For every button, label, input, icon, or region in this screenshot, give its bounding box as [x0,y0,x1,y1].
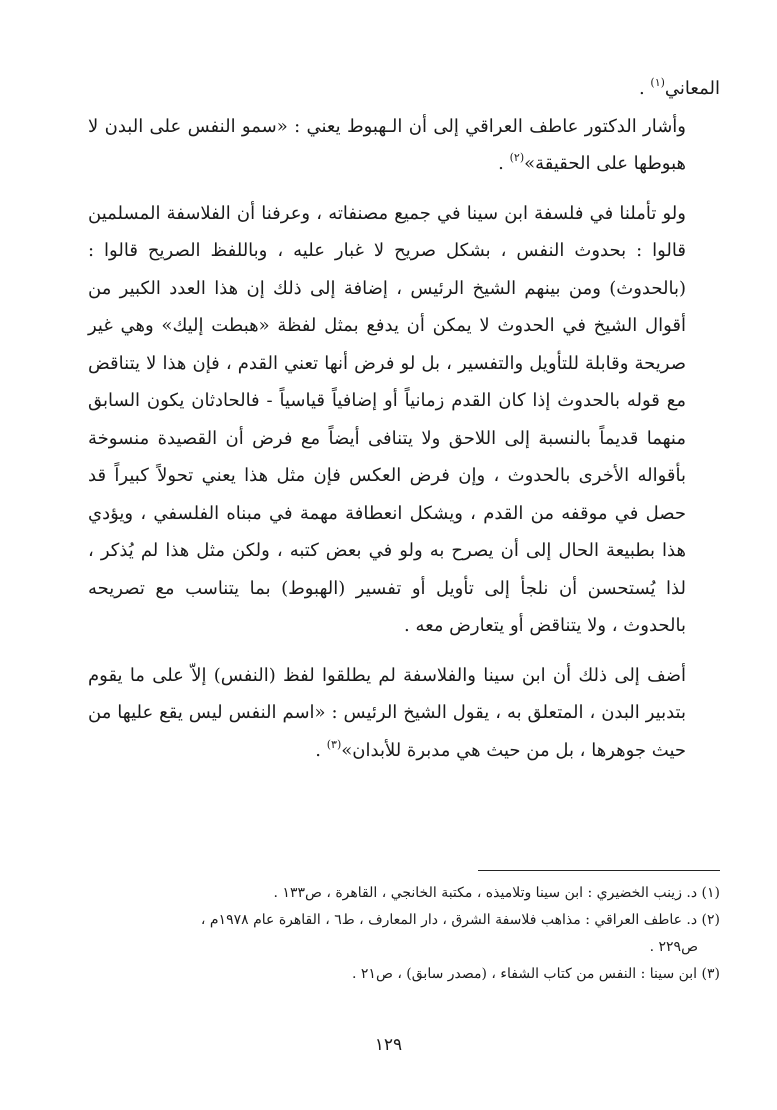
paragraph-text: المعاني [664,78,720,99]
paragraph-text: وأشار الدكتور عاطف العراقي إلى أن الـهبوط يعني : «سمو النفس على البدن لا هبوطها على الحقيقة» [88,115,686,174]
paragraph-continuation [88,70,720,108]
footnotes [88,880,720,988]
paragraph-text: ولو تأملنا في فلسفة ابن سينا في جميع مصنفاته ، وعرفنا أن الفلاسفة المسلمين قالوا : بحدوث النفس ، بشكل صريح لا غبار عليه ، وباللفظ الصريح قالوا : (بالحدوث) ومن بينهم الشيخ الرئيس ، إضافة إلى ذلك إن هذا العدد الكبير من أقوال الشيخ في الحدوث لا يمكن أن يدفع بمثل لفظة «هبطت إليك» وهي غير صريحة وقابلة للتأويل والتفسير ، بل لو فرض أنها تعني القدم ، فإن هذا لا يتناقض مع قوله بالحدوث إذا كان القدم زمانياً أو إضافياً قياسياً - فالحادثان يكون السابق منهما قديماً بالنسبة إلى اللاحق ولا يتنافى أيضاً مع فرض أن القصيدة منسوخة بأقواله الأخرى بالحدوث ، وإن فرض العكس فإن مثل هذا يعني تحولاً كبيراً قد حصل في موقفه من القدم ، ويشكل انعطافة مهمة في مبناه الفلسفي ، ويؤدي هذا بطبيعة الحال إلى أن يصرح به ولو في بعض كتبه ، ولكن مثل هذا لم يُذكر ، لذا يُستحسن أن نلجأ إلى تأويل أو تفسير (الهبوط) بما يتناسب مع تصريحه بالحدوث ، ولا يتناقض أو يتعارض معه . [88,202,686,636]
paragraph-tail: . [498,153,510,174]
main-text [88,70,720,769]
footnote-ref-2[interactable]: (٢) [509,151,525,164]
paragraph-text: أضف إلى ذلك أن ابن سينا والفلاسفة لم يطلقوا لفظ (النفس) إلاّ على ما يقوم بتدبير البدن ، المتعلق به ، يقول الشيخ الرئيس : «اسم النفس ليس يقع عليها من حيث جوهرها ، بل من حيث هي مدبرة للأبدان» [88,664,686,761]
paragraph-soul-definition [88,657,720,770]
page-number: ١٢٩ [374,1035,403,1055]
paragraph-ibn-sina-origination [88,195,720,645]
paragraph-iraqi-quote [88,108,720,183]
paragraph-tail: . [638,78,651,99]
footnote-2-continuation: ص٢٢٩ . [649,939,698,955]
footnote-1: (١) د. زينب الخضيري : ابن سينا وتلاميذه ، مكتبة الخانجي ، القاهرة ، ص١٣٣ . [273,885,720,901]
footnote-3: (٣) ابن سينا : النفس من كتاب الشفاء ، (مصدر سابق) ، ص٢١ . [351,966,720,982]
footnote-ref-3[interactable]: (٣) [326,737,342,751]
footnote-ref-1[interactable]: (١) [650,76,665,89]
footnote-2: (٢) د. عاطف العراقي : مذاهب فلاسفة الشرق ، دار المعارف ، ط٦ ، القاهرة عام ١٩٧٨م ، [200,912,720,928]
footnote-separator [478,870,720,871]
paragraph-tail: . [315,739,327,761]
